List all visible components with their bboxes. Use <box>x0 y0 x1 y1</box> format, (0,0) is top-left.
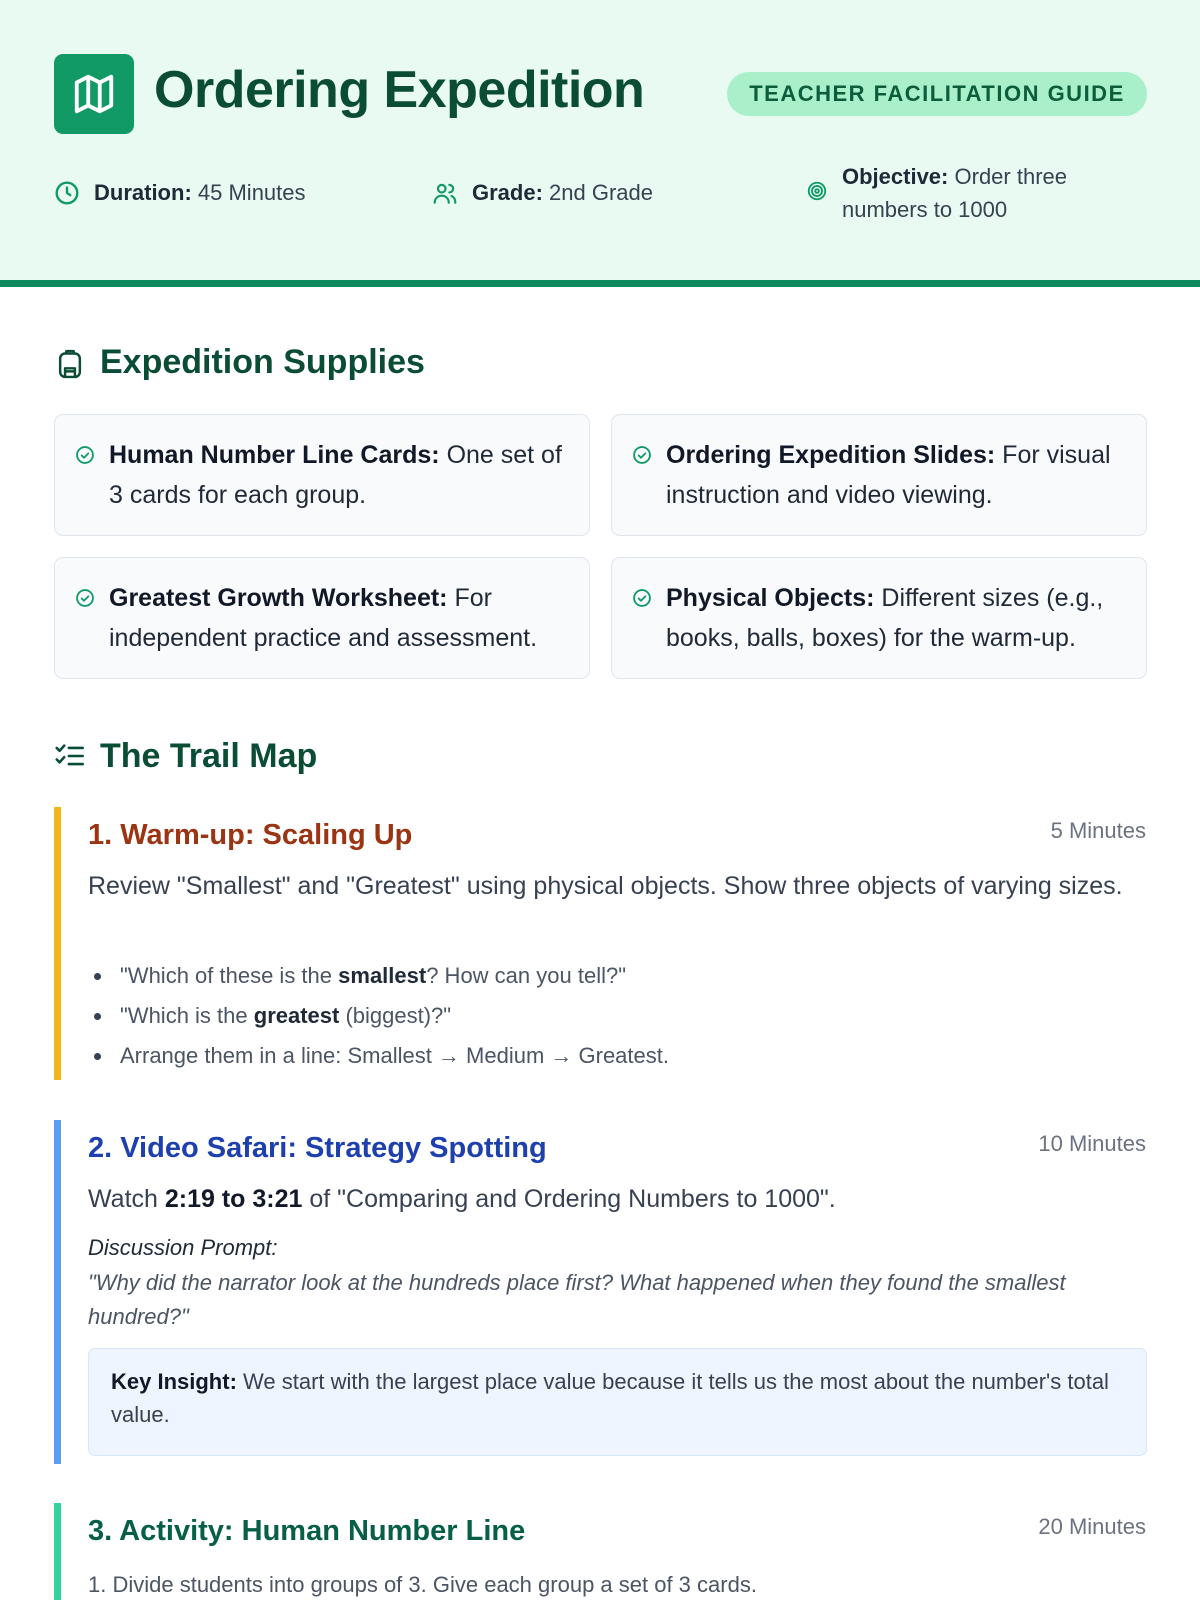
duration-value: 45 Minutes <box>197 180 306 205</box>
check-circle-icon <box>75 445 95 465</box>
key-insight-box <box>88 1348 1147 1456</box>
meta-duration <box>94 176 306 209</box>
step-bullets <box>88 956 1138 1076</box>
discussion-prompt: "Why did the narrator look at the hundreds place first? What happened when they found the smallest hundred?" <box>88 1270 1066 1329</box>
page-title: Ordering Expedition <box>154 61 645 119</box>
step-description: Watch 2:19 to 3:21 of "Comparing and Ordering Numbers to 1000". <box>88 1185 836 1213</box>
step-accent-bar <box>54 807 61 1080</box>
duration-label: Duration: <box>94 180 192 205</box>
check-circle-icon <box>632 445 652 465</box>
supply-card <box>54 557 590 679</box>
grade-value: 2nd Grade <box>549 180 654 205</box>
grade-label: Grade: <box>472 180 543 205</box>
supply-card <box>54 414 590 536</box>
list-item: Arrange them in a line: Smallest → Medium → Greatest. <box>88 1036 1138 1076</box>
backpack-icon <box>55 348 85 380</box>
trail-title: The Trail Map <box>100 737 318 775</box>
check-circle-icon <box>75 588 95 608</box>
supplies-title: Expedition Supplies <box>100 343 425 381</box>
step-time: 20 Minutes <box>1038 1514 1146 1539</box>
insight-label: Key Insight: <box>111 1369 237 1394</box>
supply-name: Physical Objects: <box>666 584 875 612</box>
meta-objective <box>842 160 1142 226</box>
supply-desc: One set of 3 cards for each group. <box>109 441 562 509</box>
target-icon <box>806 180 828 202</box>
supply-desc: For visual instruction and video viewing. <box>666 441 1111 509</box>
step-time: 10 Minutes <box>1038 1131 1146 1156</box>
step-accent-bar <box>54 1503 61 1600</box>
clock-icon <box>54 180 80 206</box>
supply-card <box>611 414 1147 536</box>
objective-label: Objective: <box>842 164 949 189</box>
supply-text <box>666 435 1128 515</box>
step-title: 2. Video Safari: Strategy Spotting <box>88 1132 547 1164</box>
list-item: "Which is the greatest (biggest)?" <box>88 996 1138 1036</box>
guide-badge: TEACHER FACILITATION GUIDE <box>727 72 1147 116</box>
checklist-icon <box>55 743 85 769</box>
list-item: "Which of these is the smallest? How can you tell?" <box>88 956 1138 996</box>
supply-desc: Different sizes (e.g., books, balls, boxes) for the warm-up. <box>666 584 1104 652</box>
step-time: 5 Minutes <box>1050 818 1146 843</box>
supply-card <box>611 557 1147 679</box>
list-item: 1. Divide students into groups of 3. Give each group a set of 3 cards. <box>88 1572 757 1597</box>
map-icon <box>54 54 134 134</box>
page-header <box>0 0 1200 287</box>
step-description: Review "Smallest" and "Greatest" using physical objects. Show three objects of varying sizes. <box>88 872 1123 900</box>
step-title: 3. Activity: Human Number Line <box>88 1515 526 1547</box>
supply-text <box>666 578 1128 658</box>
supply-name: Human Number Line Cards: <box>109 441 440 469</box>
objective-value: Order three numbers to 1000 <box>842 164 1067 222</box>
users-icon <box>432 180 458 206</box>
supply-text <box>109 435 571 515</box>
supply-text <box>109 578 571 658</box>
step-title: 1. Warm-up: Scaling Up <box>88 819 413 851</box>
step-accent-bar <box>54 1120 61 1464</box>
supply-name: Greatest Growth Worksheet: <box>109 584 448 612</box>
supply-desc: For independent practice and assessment. <box>109 584 538 652</box>
insight-text: We start with the largest place value because it tells us the most about the number's total value. <box>111 1369 1109 1427</box>
supply-name: Ordering Expedition Slides: <box>666 441 996 469</box>
discussion-prompt-label: Discussion Prompt: <box>88 1235 278 1260</box>
check-circle-icon <box>632 588 652 608</box>
meta-grade <box>472 176 653 209</box>
